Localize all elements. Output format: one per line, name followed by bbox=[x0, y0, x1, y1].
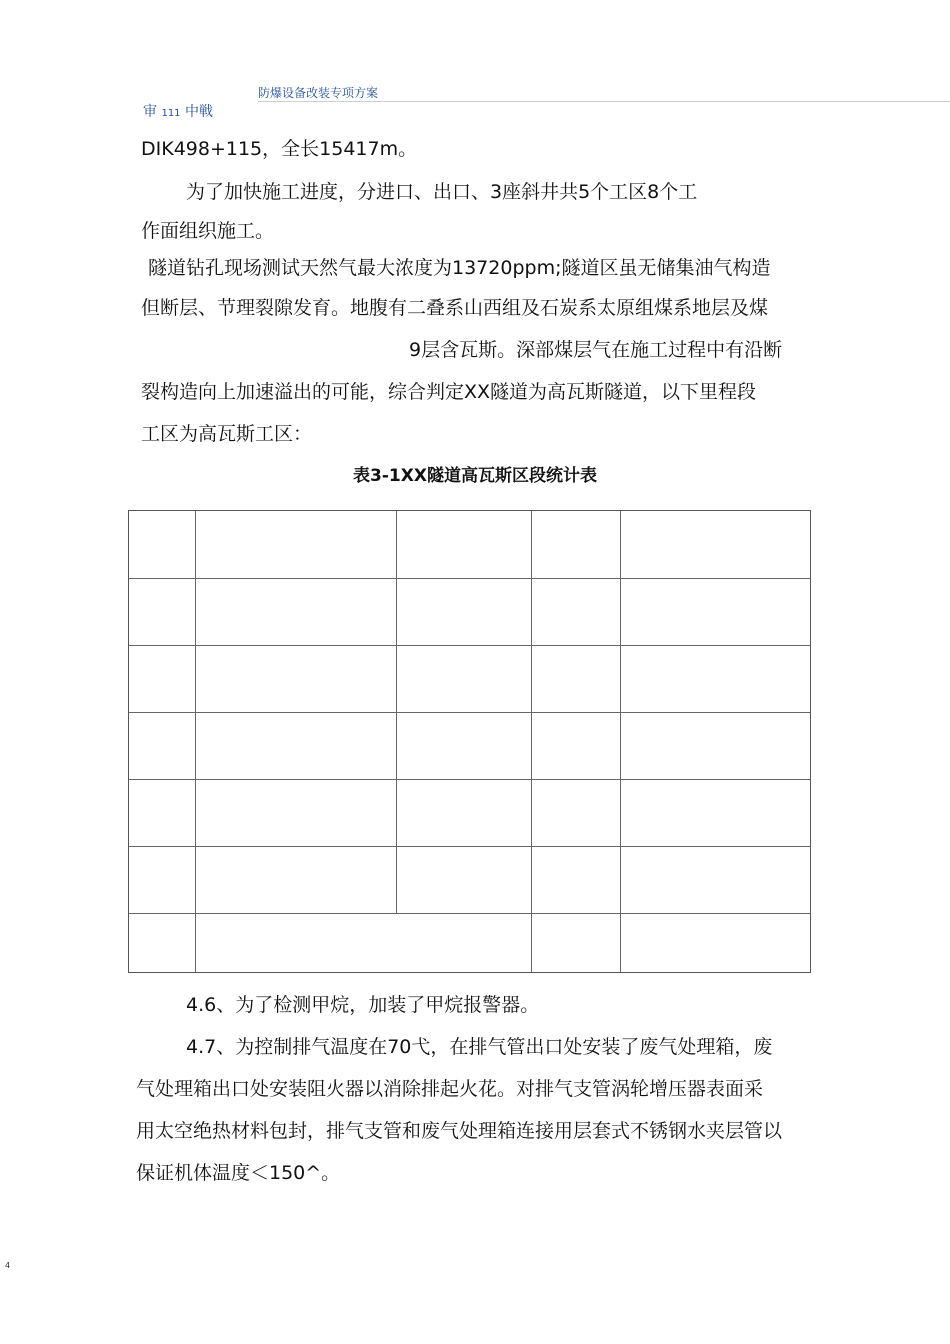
table-col-divider-3 bbox=[531, 511, 532, 972]
header-left-a: 审 bbox=[143, 104, 157, 120]
after-line-3: 气处理箱出口处安装阻火器以消除排起火花。对排气支管涡轮增压器表面采 bbox=[136, 1078, 764, 1100]
table-row-divider-4 bbox=[129, 779, 810, 780]
table-row-divider-1 bbox=[129, 578, 810, 579]
body-line-8: 工区为高瓦斯工区： bbox=[141, 423, 313, 445]
body-line-2: 为了加快施工进度，分进口、出口、3座斜井共5个工区8个工 bbox=[186, 181, 698, 203]
after-line-4: 用太空绝热材料包封，排气支管和废气处理箱连接用层套式不锈钢水夹层管以 bbox=[136, 1120, 783, 1142]
body-line-6: 9层含瓦斯。深部煤层气在施工过程中有沿断 bbox=[409, 339, 783, 361]
body-line-1: DIK498+115，全长15417m。 bbox=[141, 138, 418, 160]
after-line-1: 4.6、为了检测甲烷，加装了甲烷报警器。 bbox=[186, 994, 540, 1016]
page-number: 4 bbox=[5, 1261, 11, 1270]
after-line-5: 保证机体温度＜150^。 bbox=[136, 1162, 341, 1184]
header-rule bbox=[258, 101, 950, 102]
header-left-b: 111 bbox=[161, 108, 181, 119]
body-line-7: 裂构造向上加速溢出的可能，综合判定XX隧道为高瓦斯隧道，以下里程段 bbox=[141, 381, 757, 403]
body-line-5: 但断层、节理裂隙发育。地腹有二叠系山西组及石炭系太原组煤系地层及煤 bbox=[141, 297, 769, 319]
table-caption: 表3-1XX隧道高瓦斯区段统计表 bbox=[353, 466, 597, 486]
header-document-title: 防爆设备改装专项方案 bbox=[258, 86, 379, 100]
table-row-divider-2 bbox=[129, 645, 810, 646]
body-line-4: 隧道钻孔现场测试天然气最大浓度为13720ppm;隧道区虽无储集油气构造 bbox=[148, 257, 771, 279]
after-line-2: 4.7、为控制排气温度在70弋，在排气管出口处安装了废气处理箱，废 bbox=[186, 1036, 773, 1058]
statistics-table bbox=[128, 510, 811, 973]
table-col-divider-1 bbox=[195, 511, 196, 972]
body-line-3: 作面组织施工。 bbox=[141, 220, 275, 242]
table-col-divider-4 bbox=[620, 511, 621, 972]
header-left-text bbox=[143, 101, 213, 121]
table-row-divider-3 bbox=[129, 712, 810, 713]
table-row-divider-6 bbox=[129, 913, 810, 914]
table-row-divider-5 bbox=[129, 846, 810, 847]
header-left-c: 中戦 bbox=[185, 104, 213, 120]
